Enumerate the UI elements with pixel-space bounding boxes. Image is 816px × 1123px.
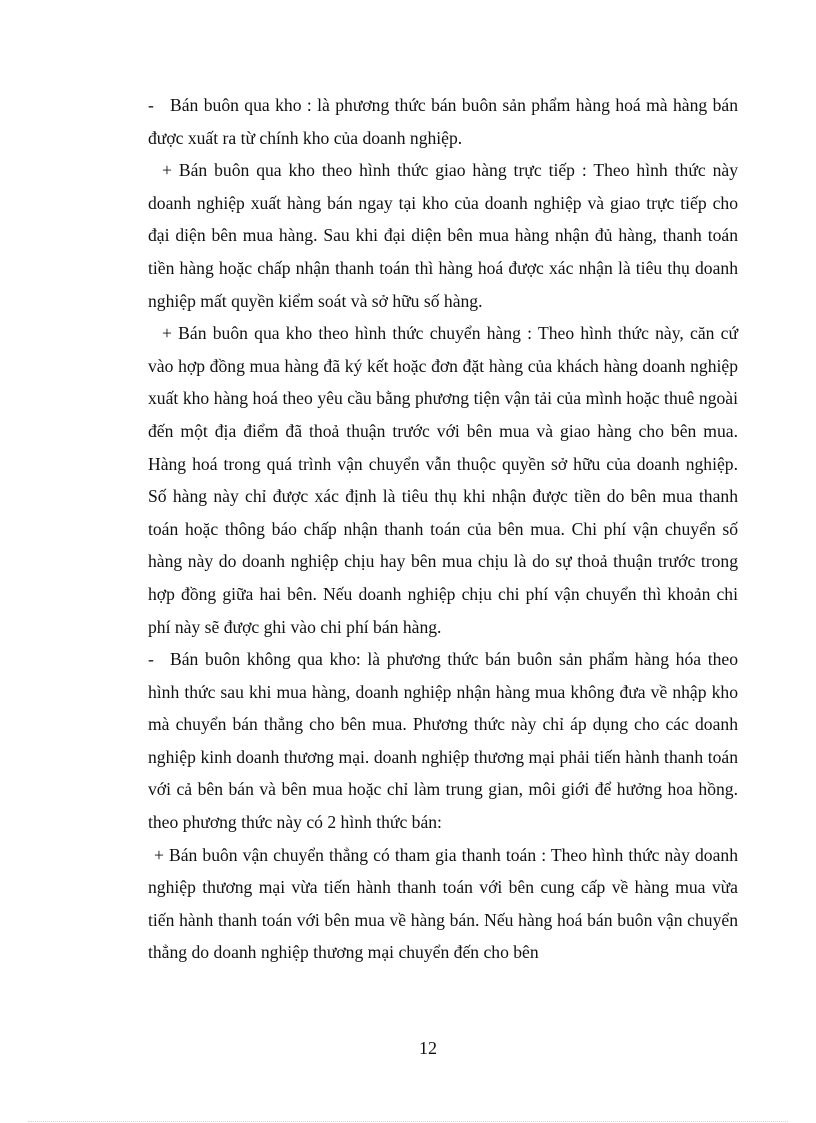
paragraph-direct-delivery xyxy=(148,154,738,317)
paragraph-text: Bán buôn không qua kho: là phương thức bán buôn sản phẩm hàng hóa theo hình thức sau khi mua hàng, doanh nghiệp nhận hàng mua không đưa về nhập kho mà chuyển bán thẳng cho bên mua. Phương thức này chỉ áp dụng cho các doanh nghiệp kinh doanh thương mại. doanh nghiệp thương mại phải tiến hành thanh toán với cả bên bán và bên mua hoặc chỉ làm trung gian, môi giới để hưởng hoa hồng. theo phương thức này có 2 hình thức bán: xyxy=(148,649,738,833)
paragraph-text: + Bán buôn vận chuyển thẳng có tham gia thanh toán : Theo hình thức này doanh nghiệp thương mại vừa tiến hành thanh toán với bên cung cấp về hàng mua vừa tiến hành thanh toán với bên mua về hàng bán. Nếu hàng hoá bán buôn vận chuyển thẳng do doanh nghiệp thương mại chuyển đến cho bên xyxy=(148,844,738,963)
bullet-dash: - xyxy=(148,95,154,115)
body-text xyxy=(148,89,738,969)
paragraph-text: + Bán buôn qua kho theo hình thức chuyển hàng : Theo hình thức này, căn cứ vào hợp đồng mua hàng đã ký kết hoặc đơn đặt hàng của khách hàng doanh nghiệp xuất kho hàng hoá theo yêu cầu bằng phương tiện vận tải của mình hoặc thuê ngoài đến một địa điểm đã thoả thuận trước với bên mua và giao hàng cho bên mua. Hàng hoá trong quá trình vận chuyển vẫn thuộc quyền sở hữu của doanh nghiệp. Số hàng này chỉ được xác định là tiêu thụ khi nhận được tiền do bên mua thanh toán hoặc thông báo chấp nhận thanh toán của bên mua. Chi phí vận chuyển số hàng này do doanh nghiệp chịu hay bên mua chịu là do sự thoả thuận trước trong hợp đồng giữa hai bên. Nếu doanh nghiệp chịu chi phí vận chuyển thì khoản chi phí này sẽ được ghi vào chi phí bán hàng. xyxy=(148,323,738,637)
page-bottom-divider xyxy=(28,1121,788,1122)
paragraph-wholesale-without-warehouse xyxy=(148,643,738,839)
paragraph-text: + Bán buôn qua kho theo hình thức giao hàng trực tiếp : Theo hình thức này doanh nghiệp xuất hàng bán ngay tại kho của doanh nghiệp và giao trực tiếp cho đại diện bên mua hàng. Sau khi đại diện bên mua hàng nhận đủ hàng, thanh toán tiền hàng hoặc chấp nhận thanh toán thì hàng hoá được xác nhận là tiêu thụ doanh nghiệp mất quyền kiểm soát và sở hữu số hàng. xyxy=(148,160,738,311)
paragraph-direct-shipping-with-payment xyxy=(148,839,738,969)
paragraph-wholesale-via-warehouse xyxy=(148,89,738,154)
paragraph-text: Bán buôn qua kho : là phương thức bán buôn sản phẩm hàng hoá mà hàng bán được xuất ra từ chính kho của doanh nghiệp. xyxy=(148,95,738,148)
paragraph-shipment-delivery xyxy=(148,317,738,643)
bullet-dash: - xyxy=(148,649,154,670)
page-number: 12 xyxy=(419,1038,437,1058)
